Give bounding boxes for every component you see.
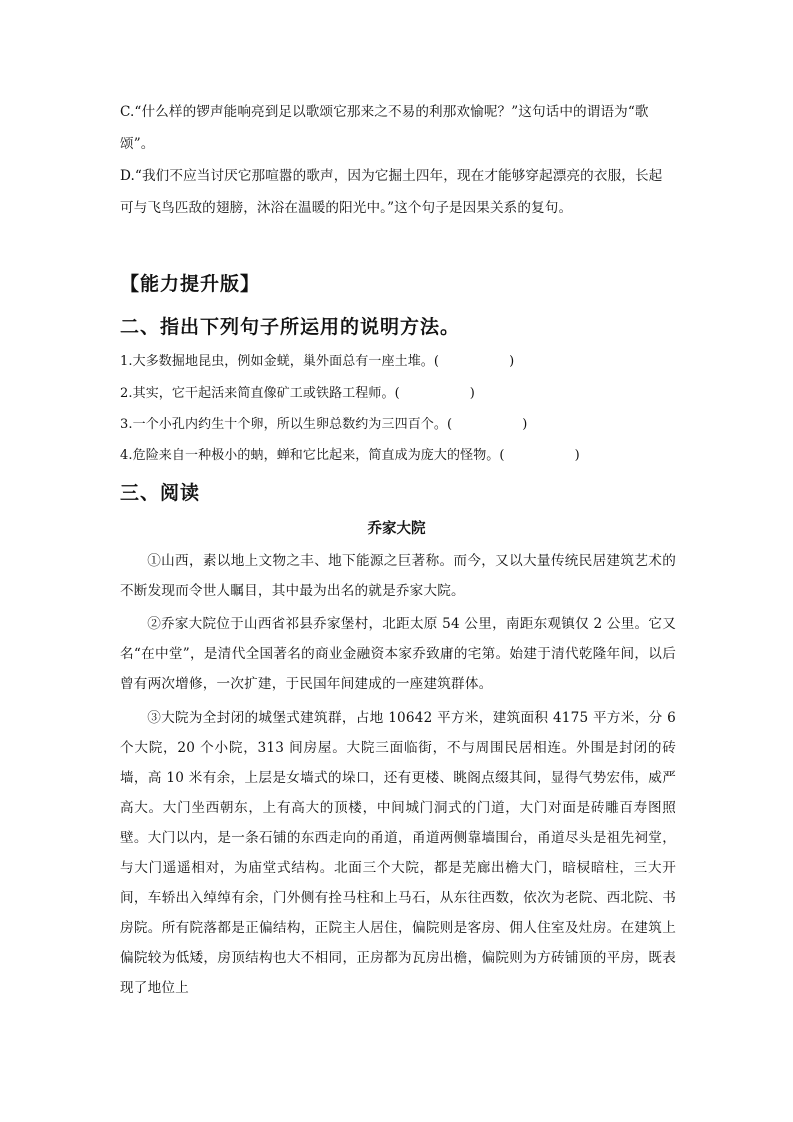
question-2-heading: 二、指出下列句子所运用的说明方法。 xyxy=(120,316,461,338)
item-close: ) xyxy=(509,354,515,369)
option-c-line-2: 颂”。 xyxy=(120,136,155,152)
item-text: 3.一个小孔内约生十个卵，所以生卵总数约为三四百个。( xyxy=(120,417,453,432)
option-c-line-1: C.“什么样的锣声能响亮到足以歌颂它那来之不易的利那欢愉呢？”这句话中的谓语为“歌 xyxy=(120,104,649,120)
article-paragraph-3: ③大院为全封闭的城堡式建筑群，占地 10642 平方米，建筑面积 4175 平方米，分 6 个大院，20 个小院，313 间房屋。大院三面临街，不与周围民居相连。外围是封闭的砖墙，高 10 米有余，上层是女墙式的垛口，还有更楼、眺阁点缀其间，显得气势宏伟，威严高大。大门坐西朝东，上有高大的顶楼，中间城门洞式的门道，大门对面是砖雕百寿图照壁。大门以内，是一条石铺的东西走向的甬道，甬道两侧靠墙围台，甬道尽头是祖先祠堂，与大门遥遥相对，为庙堂式结构。北面三个大院，都是芜廊出檐大门，暗棂暗柱，三大开间，车轿出入绰绰有余，门外侧有拴马柱和上马石，从东往西数，依次为老院、西北院、书房院。所有院落都是正偏结构，正院主人居住，偏院则是客房、佣人住室及灶房。在建筑上偏院较为低矮，房顶结构也大不相同，正房都为瓦房出檐，偏院则为方砖铺顶的平房，既表现了地位上 xyxy=(120,710,676,996)
list-item xyxy=(120,446,676,466)
article-paragraph-2: ②乔家大院位于山西省祁县乔家堡村，北距太原 54 公里，南距东观镇仅 2 公里。它又名“在中堂”，是清代全国著名的商业金融资本家乔致庸的宅第。始建于清代乾隆年间，以后曾有两次增修，一次扩建，于民国年间建成的一座建筑群体。 xyxy=(120,616,676,692)
list-item xyxy=(120,352,676,372)
reading-heading: 三、阅读 xyxy=(120,482,201,504)
article-paragraph-1: ①山西，素以地上文物之丰、地下能源之巨著称。而今，又以大量传统民居建筑艺术的不断发现而令世人瞩目，其中最为出名的就是乔家大院。 xyxy=(120,553,676,599)
item-text: 4.危险来自一种极小的蚋，蝉和它比起来，简直成为庞大的怪物。( xyxy=(120,448,505,463)
item-text: 1.大多数掘地昆虫，例如金蜣，巢外面总有一座土堆。( xyxy=(120,354,440,369)
item-close: ) xyxy=(469,386,475,401)
ability-section-title: 【能力提升版】 xyxy=(120,273,261,295)
option-d-line-1: D.“我们不应当讨厌它那喧嚣的歌声，因为它掘土四年，现在才能够穿起漂亮的衣服，长起 xyxy=(120,168,663,184)
item-close: ) xyxy=(574,448,580,463)
list-item xyxy=(120,415,676,435)
list-item xyxy=(120,384,676,404)
item-text: 2.其实，它干起活来简直像矿工或铁路工程师。( xyxy=(120,386,400,401)
option-d-line-2: 可与飞鸟匹敌的翅膀，沐浴在温暖的阳光中。”这个句子是因果关系的复句。 xyxy=(120,200,573,216)
article-title: 乔家大院 xyxy=(367,521,426,537)
item-close: ) xyxy=(522,417,528,432)
